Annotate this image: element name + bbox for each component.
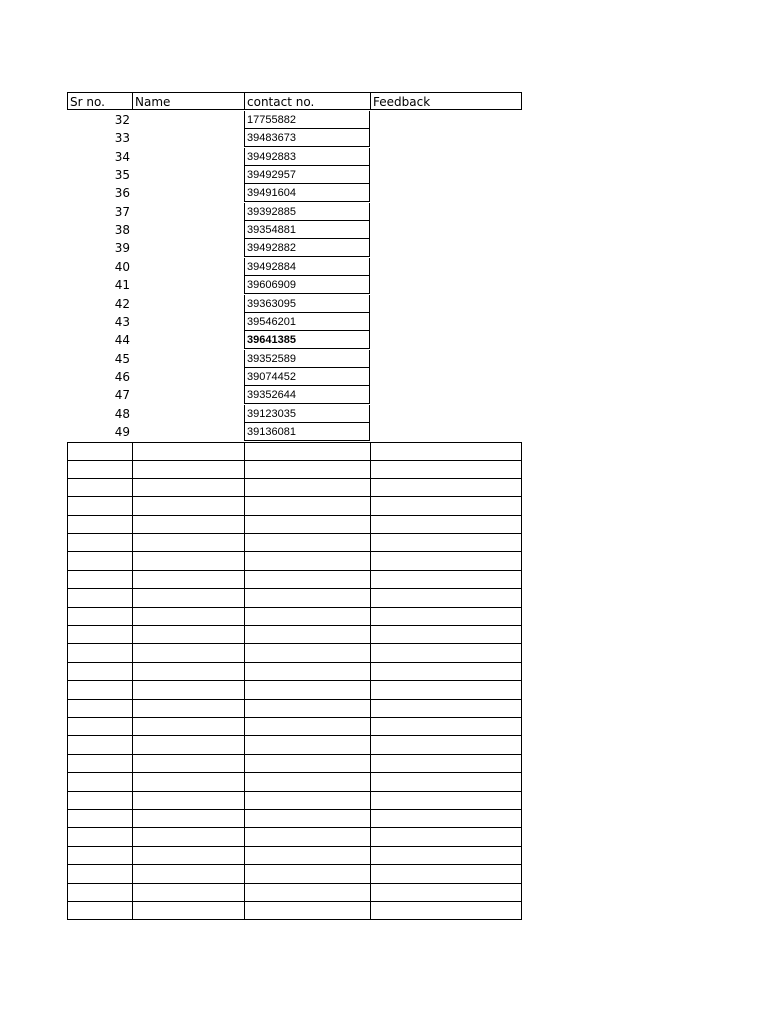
header-contact-no[interactable]: contact no. <box>244 92 370 110</box>
empty-table-row <box>67 865 522 883</box>
feedback-cell[interactable] <box>370 423 522 441</box>
feedback-cell[interactable] <box>370 331 522 349</box>
sr-no-cell[interactable] <box>67 497 132 515</box>
name-cell[interactable] <box>132 295 244 313</box>
table-row <box>67 203 522 221</box>
table-row <box>67 184 522 202</box>
feedback-cell[interactable] <box>370 184 522 202</box>
name-cell[interactable] <box>132 718 244 736</box>
feedback-cell[interactable] <box>370 479 522 497</box>
name-cell[interactable] <box>132 552 244 570</box>
contact-no-cell[interactable]: 17755882 <box>244 111 370 129</box>
name-cell[interactable] <box>132 166 244 184</box>
contact-no-cell[interactable]: 39492883 <box>244 148 370 166</box>
empty-table-row <box>67 516 522 534</box>
sr-no-cell[interactable]: 46 <box>114 369 130 384</box>
name-cell[interactable] <box>132 497 244 515</box>
name-cell[interactable] <box>132 828 244 846</box>
name-cell[interactable] <box>132 516 244 534</box>
table-row <box>67 350 522 368</box>
feedback-cell[interactable] <box>370 644 522 662</box>
sr-no-cell[interactable] <box>67 442 132 461</box>
empty-table-row <box>67 828 522 846</box>
name-cell[interactable] <box>132 221 244 239</box>
empty-table-row <box>67 479 522 497</box>
name-cell[interactable] <box>132 239 244 257</box>
contact-no-cell[interactable] <box>244 810 370 828</box>
contact-no-cell[interactable] <box>244 902 370 920</box>
empty-table-row <box>67 534 522 552</box>
empty-table-row <box>67 755 522 773</box>
sr-no-cell[interactable] <box>67 663 132 681</box>
sr-no-cell[interactable] <box>67 552 132 570</box>
feedback-cell[interactable] <box>370 111 522 129</box>
sr-no-cell[interactable]: 34 <box>114 149 130 164</box>
contact-no-cell[interactable] <box>244 773 370 791</box>
feedback-cell[interactable] <box>370 350 522 368</box>
sr-no-cell[interactable] <box>67 810 132 828</box>
contact-no-cell[interactable]: 39392885 <box>244 203 370 221</box>
feedback-cell[interactable] <box>370 221 522 239</box>
table-row <box>67 148 522 166</box>
feedback-cell[interactable] <box>370 295 522 313</box>
name-cell[interactable] <box>132 626 244 644</box>
table-row <box>67 166 522 184</box>
sr-no-cell[interactable]: 48 <box>114 406 130 421</box>
name-cell[interactable] <box>132 902 244 920</box>
feedback-cell[interactable] <box>370 571 522 589</box>
sr-no-cell[interactable] <box>67 700 132 718</box>
empty-table-row <box>67 792 522 810</box>
feedback-cell[interactable] <box>370 902 522 920</box>
sr-no-cell[interactable] <box>67 608 132 626</box>
feedback-cell[interactable] <box>370 442 522 461</box>
feedback-cell[interactable] <box>370 755 522 773</box>
contact-no-cell[interactable] <box>244 534 370 552</box>
name-cell[interactable] <box>132 129 244 147</box>
name-cell[interactable] <box>132 331 244 349</box>
name-cell[interactable] <box>132 681 244 699</box>
contact-no-cell[interactable] <box>244 847 370 865</box>
contact-no-cell[interactable] <box>244 792 370 810</box>
feedback-cell[interactable] <box>370 773 522 791</box>
sr-no-cell[interactable]: 45 <box>114 351 130 366</box>
feedback-cell[interactable] <box>370 239 522 257</box>
name-cell[interactable] <box>132 810 244 828</box>
header-row <box>67 92 522 110</box>
table-row <box>67 276 522 294</box>
table-row <box>67 129 522 147</box>
name-cell[interactable] <box>132 663 244 681</box>
empty-table-row <box>67 718 522 736</box>
feedback-cell[interactable] <box>370 589 522 607</box>
name-cell[interactable] <box>132 258 244 276</box>
header-name[interactable]: Name <box>132 92 244 110</box>
contact-no-cell[interactable]: 39074452 <box>244 368 370 386</box>
table-row <box>67 405 522 423</box>
sr-no-cell[interactable] <box>67 792 132 810</box>
feedback-cell[interactable] <box>370 552 522 570</box>
empty-table-row <box>67 589 522 607</box>
sr-no-cell[interactable] <box>67 884 132 902</box>
name-cell[interactable] <box>132 405 244 423</box>
contact-no-cell[interactable]: 39641385 <box>244 331 370 349</box>
contact-no-cell[interactable] <box>244 681 370 699</box>
table-row <box>67 258 522 276</box>
contact-no-cell[interactable]: 39123035 <box>244 405 370 423</box>
contact-no-cell[interactable] <box>244 644 370 662</box>
feedback-cell[interactable] <box>370 516 522 534</box>
contact-no-cell[interactable]: 39363095 <box>244 295 370 313</box>
sr-no-cell[interactable]: 39 <box>114 241 130 256</box>
feedback-cell[interactable] <box>370 534 522 552</box>
name-cell[interactable] <box>132 736 244 754</box>
sr-no-cell[interactable]: 42 <box>114 296 130 311</box>
contact-no-cell[interactable] <box>244 828 370 846</box>
contact-no-cell[interactable] <box>244 700 370 718</box>
feedback-cell[interactable] <box>370 718 522 736</box>
sr-no-cell[interactable]: 49 <box>114 424 130 439</box>
feedback-cell[interactable] <box>370 663 522 681</box>
feedback-cell[interactable] <box>370 258 522 276</box>
sr-no-cell[interactable] <box>67 626 132 644</box>
empty-table-row <box>67 442 522 460</box>
contact-no-cell[interactable] <box>244 442 370 461</box>
contact-no-cell[interactable]: 39491604 <box>244 184 370 202</box>
name-cell[interactable] <box>132 534 244 552</box>
feedback-cell[interactable] <box>370 166 522 184</box>
sr-no-cell[interactable] <box>67 516 132 534</box>
contact-no-cell[interactable] <box>244 884 370 902</box>
name-cell[interactable] <box>132 203 244 221</box>
empty-table-row <box>67 884 522 902</box>
name-cell[interactable] <box>132 276 244 294</box>
feedback-cell[interactable] <box>370 148 522 166</box>
feedback-cell[interactable] <box>370 460 522 478</box>
sr-no-cell[interactable]: 44 <box>114 333 130 348</box>
sr-no-cell[interactable] <box>67 828 132 846</box>
name-cell[interactable] <box>132 608 244 626</box>
feedback-cell[interactable] <box>370 810 522 828</box>
empty-table-row <box>67 460 522 478</box>
contact-no-cell[interactable] <box>244 865 370 883</box>
sr-no-cell[interactable]: 32 <box>114 113 130 127</box>
name-cell[interactable] <box>132 847 244 865</box>
sr-no-cell[interactable]: 37 <box>114 204 130 219</box>
name-cell[interactable] <box>132 792 244 810</box>
name-cell[interactable] <box>132 571 244 589</box>
name-cell[interactable] <box>132 479 244 497</box>
name-cell[interactable] <box>132 755 244 773</box>
table-row <box>67 239 522 257</box>
contact-no-cell[interactable] <box>244 497 370 515</box>
table-row <box>67 331 522 349</box>
contact-no-cell[interactable] <box>244 571 370 589</box>
contact-no-cell[interactable] <box>244 608 370 626</box>
contact-no-cell[interactable] <box>244 718 370 736</box>
empty-table-row <box>67 626 522 644</box>
feedback-cell[interactable] <box>370 497 522 515</box>
contact-no-cell[interactable] <box>244 589 370 607</box>
name-cell[interactable] <box>132 589 244 607</box>
feedback-cell[interactable] <box>370 681 522 699</box>
sr-no-cell[interactable]: 33 <box>114 131 130 146</box>
name-cell[interactable] <box>132 350 244 368</box>
header-sr-no[interactable]: Sr no. <box>67 92 132 110</box>
table-row <box>67 221 522 239</box>
table-row <box>67 423 522 441</box>
name-cell[interactable] <box>132 442 244 461</box>
contact-no-cell[interactable]: 39352589 <box>244 350 370 368</box>
name-cell[interactable] <box>132 423 244 441</box>
table-row <box>67 368 522 386</box>
contact-no-cell[interactable] <box>244 552 370 570</box>
empty-table-row <box>67 552 522 570</box>
sr-no-cell[interactable] <box>67 681 132 699</box>
sr-no-cell[interactable] <box>67 534 132 552</box>
contact-no-cell[interactable]: 39492884 <box>244 258 370 276</box>
sr-no-cell[interactable] <box>67 479 132 497</box>
feedback-cell[interactable] <box>370 865 522 883</box>
contact-no-cell[interactable]: 39492882 <box>244 239 370 257</box>
empty-table-row <box>67 644 522 662</box>
feedback-cell[interactable] <box>370 608 522 626</box>
feedback-cell[interactable] <box>370 792 522 810</box>
name-cell[interactable] <box>132 184 244 202</box>
contact-no-cell[interactable] <box>244 460 370 478</box>
feedback-cell[interactable] <box>370 386 522 404</box>
sr-no-cell[interactable] <box>67 736 132 754</box>
name-cell[interactable] <box>132 111 244 129</box>
contact-no-cell[interactable] <box>244 626 370 644</box>
contact-no-cell[interactable]: 39546201 <box>244 313 370 331</box>
table-row <box>67 386 522 404</box>
name-cell[interactable] <box>132 700 244 718</box>
feedback-cell[interactable] <box>370 203 522 221</box>
name-cell[interactable] <box>132 773 244 791</box>
sr-no-cell[interactable] <box>67 755 132 773</box>
sr-no-cell[interactable]: 47 <box>114 388 130 403</box>
sr-no-cell[interactable] <box>67 847 132 865</box>
contact-no-cell[interactable]: 39492957 <box>244 166 370 184</box>
feedback-cell[interactable] <box>370 828 522 846</box>
name-cell[interactable] <box>132 386 244 404</box>
name-cell[interactable] <box>132 865 244 883</box>
sr-no-cell[interactable] <box>67 589 132 607</box>
empty-table-row <box>67 681 522 699</box>
feedback-cell[interactable] <box>370 700 522 718</box>
empty-table-row <box>67 773 522 791</box>
feedback-cell[interactable] <box>370 313 522 331</box>
sr-no-cell[interactable] <box>67 865 132 883</box>
contact-no-cell[interactable] <box>244 479 370 497</box>
table-row <box>67 111 522 129</box>
table-row <box>67 295 522 313</box>
empty-table-row <box>67 663 522 681</box>
empty-table-row <box>67 736 522 754</box>
feedback-cell[interactable] <box>370 847 522 865</box>
contact-no-cell[interactable] <box>244 663 370 681</box>
sr-no-cell[interactable]: 41 <box>114 278 130 293</box>
feedback-cell[interactable] <box>370 736 522 754</box>
sr-no-cell[interactable] <box>67 902 132 920</box>
sr-no-cell[interactable] <box>67 773 132 791</box>
feedback-cell[interactable] <box>370 884 522 902</box>
feedback-cell[interactable] <box>370 626 522 644</box>
sr-no-cell[interactable]: 40 <box>114 259 130 274</box>
empty-table-row <box>67 497 522 515</box>
empty-table-row <box>67 810 522 828</box>
sr-no-cell[interactable] <box>67 571 132 589</box>
contact-no-cell[interactable]: 39483673 <box>244 129 370 147</box>
contact-no-cell[interactable] <box>244 755 370 773</box>
empty-table-row <box>67 847 522 865</box>
contact-no-cell[interactable] <box>244 516 370 534</box>
empty-table-row <box>67 700 522 718</box>
name-cell[interactable] <box>132 313 244 331</box>
header-feedback[interactable]: Feedback <box>370 92 522 110</box>
feedback-cell[interactable] <box>370 405 522 423</box>
feedback-cell[interactable] <box>370 129 522 147</box>
name-cell[interactable] <box>132 644 244 662</box>
sr-no-cell[interactable] <box>67 718 132 736</box>
empty-table-row <box>67 902 522 920</box>
sr-no-cell[interactable] <box>67 644 132 662</box>
feedback-cell[interactable] <box>370 276 522 294</box>
name-cell[interactable] <box>132 460 244 478</box>
sr-no-cell[interactable]: 35 <box>114 168 130 183</box>
contact-no-cell[interactable]: 39352644 <box>244 386 370 404</box>
empty-table-row <box>67 608 522 626</box>
table-row <box>67 313 522 331</box>
name-cell[interactable] <box>132 368 244 386</box>
contact-no-cell[interactable]: 39354881 <box>244 221 370 239</box>
name-cell[interactable] <box>132 148 244 166</box>
sr-no-cell[interactable] <box>67 460 132 478</box>
sr-no-cell[interactable]: 38 <box>114 223 130 238</box>
empty-table-row <box>67 571 522 589</box>
feedback-cell[interactable] <box>370 368 522 386</box>
name-cell[interactable] <box>132 884 244 902</box>
contact-no-cell[interactable] <box>244 736 370 754</box>
contact-no-cell[interactable]: 39606909 <box>244 276 370 294</box>
sr-no-cell[interactable]: 36 <box>114 186 130 201</box>
sr-no-cell[interactable]: 43 <box>114 314 130 329</box>
contact-no-cell[interactable]: 39136081 <box>244 423 370 441</box>
